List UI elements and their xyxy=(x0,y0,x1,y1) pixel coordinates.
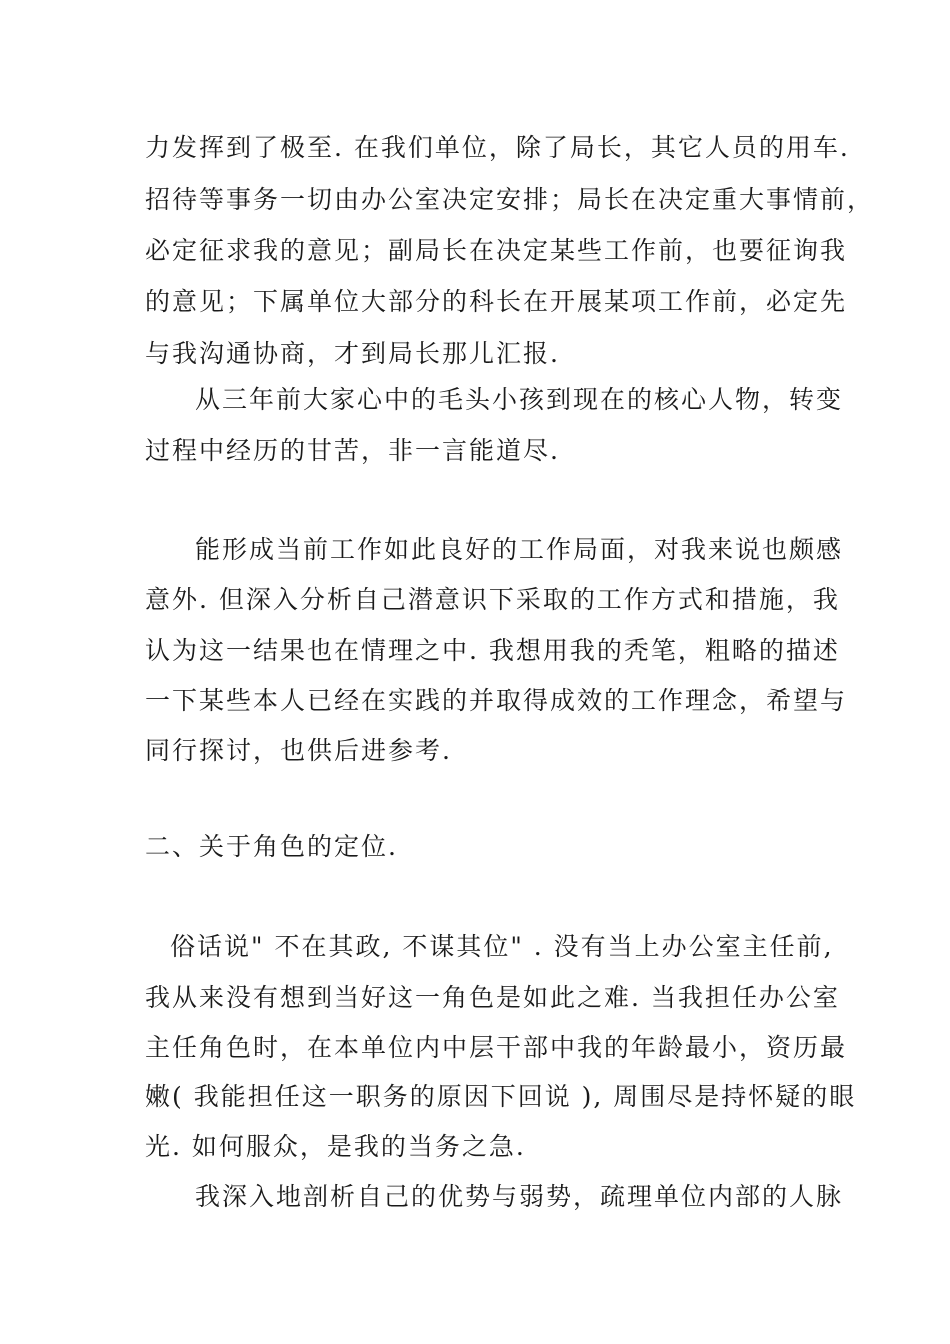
paragraph-start: 俗话说" 不在其政, 不谋其位" . 没有当上办公室主任前, xyxy=(170,932,834,961)
text-line: 意外. 但深入分析自己潜意识下采取的工作方式和措施，我 xyxy=(145,585,840,614)
paragraph-start: 我深入地剖析自己的优势与弱势，疏理单位内部的人脉 xyxy=(195,1182,844,1211)
text-line: 力发挥到了极至. 在我们单位，除了局长，其它人员的用车. xyxy=(145,133,850,162)
text-line: 一下某些本人已经在实践的并取得成效的工作理念，希望与 xyxy=(145,686,848,715)
text-line: 认为这一结果也在情理之中. 我想用我的秃笔，粗略的描述 xyxy=(145,636,840,665)
text-line: 光. 如何服众，是我的当务之急. xyxy=(145,1132,526,1161)
paragraph-start: 能形成当前工作如此良好的工作局面，对我来说也颇感 xyxy=(195,535,844,564)
text-line: 的意见；下属单位大部分的科长在开展某项工作前，必定先 xyxy=(145,287,848,316)
text-line: 过程中经历的甘苦，非一言能道尽. xyxy=(145,436,560,465)
paragraph-start: 从三年前大家心中的毛头小孩到现在的核心人物，转变 xyxy=(195,385,844,414)
section-heading: 二、关于角色的定位. xyxy=(145,832,398,861)
text-line: 主任角色时，在本单位内中层干部中我的年龄最小，资历最 xyxy=(145,1033,848,1062)
text-line: 招待等事务一切由办公室决定安排；局长在决定重大事情前， xyxy=(145,185,875,214)
text-line: 与我沟通协商，才到局长那儿汇报. xyxy=(145,339,560,368)
text-line: 嫩( 我能担任这一职务的原因下回说 ), 周围尽是持怀疑的眼 xyxy=(145,1082,857,1111)
text-line: 同行探讨，也供后进参考. xyxy=(145,736,452,765)
text-line: 必定征求我的意见；副局长在决定某些工作前，也要征询我 xyxy=(145,236,848,265)
text-line: 我从来没有想到当好这一角色是如此之难. 当我担任办公室 xyxy=(145,983,840,1012)
